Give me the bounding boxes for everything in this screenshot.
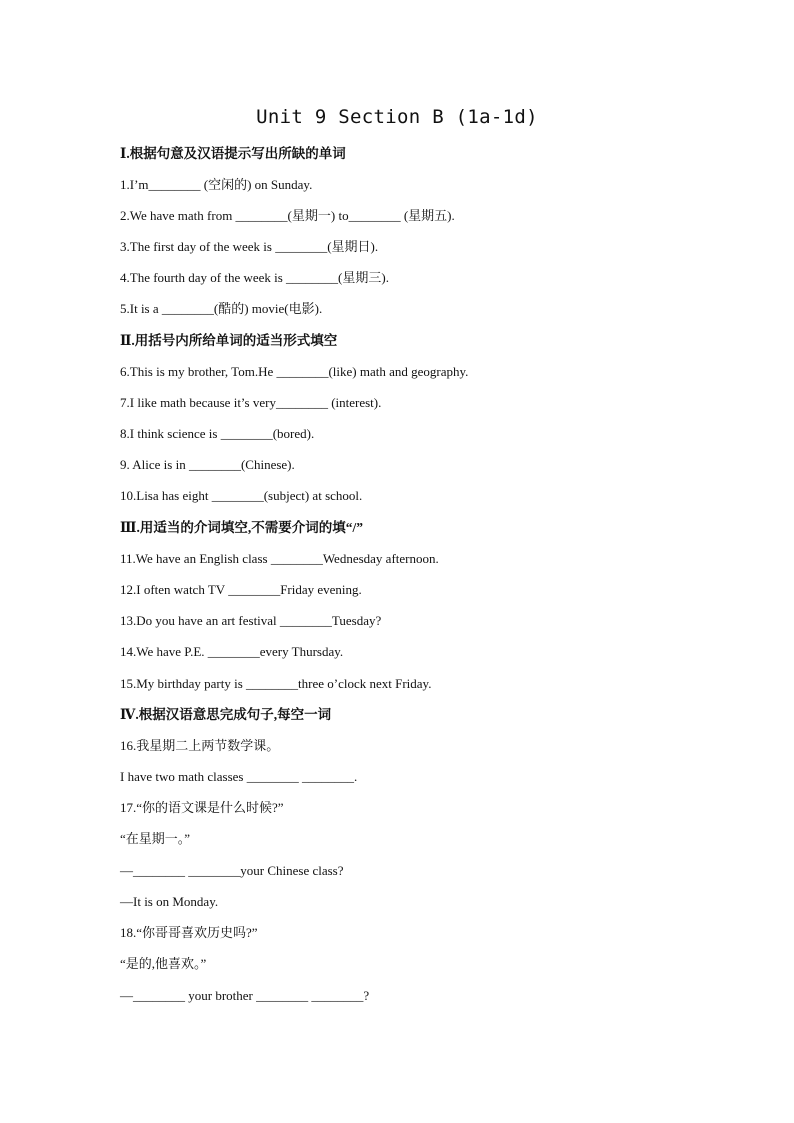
question-15: 15.My birthday party is ________three o’clock next Friday. xyxy=(120,676,432,691)
question-13: 13.Do you have an art festival ________Tuesday? xyxy=(120,613,382,628)
question-14: 14.We have P.E. ________every Thursday. xyxy=(120,644,344,659)
question-8: 8.I think science is ________(bored). xyxy=(120,426,315,441)
question-11: 11.We have an English class ________Wednesday afternoon. xyxy=(120,551,439,566)
question-5: 5.It is a ________(酷的) movie(电影). xyxy=(120,301,323,316)
question-18-prompt: 18.“你哥哥喜欢历史吗?” xyxy=(120,925,258,940)
question-18-reply: “是的,他喜欢。” xyxy=(120,956,207,971)
question-18-answer: —________ your brother ________ ________? xyxy=(120,988,370,1003)
question-7: 7.I like math because it’s very________ (interest). xyxy=(120,395,382,410)
question-2: 2.We have math from ________(星期一) to________ (星期五). xyxy=(120,208,455,223)
section-heading-4: Ⅳ.根据汉语意思完成句子,每空一词 xyxy=(120,707,332,722)
question-16-prompt: 16.我星期二上两节数学课。 xyxy=(120,738,280,753)
section-heading-3: Ⅲ.用适当的介词填空,不需要介词的填“/” xyxy=(120,520,363,535)
question-17-prompt: 17.“你的语文课是什么时候?” xyxy=(120,800,284,815)
section-heading-2: Ⅱ.用括号内所给单词的适当形式填空 xyxy=(120,333,338,348)
question-6: 6.This is my brother, Tom.He ________(like) math and geography. xyxy=(120,364,469,379)
section-heading-1: Ⅰ.根据句意及汉语提示写出所缺的单词 xyxy=(120,146,346,161)
question-1: 1.I’m________ (空闲的) on Sunday. xyxy=(120,177,313,192)
question-10: 10.Lisa has eight ________(subject) at school. xyxy=(120,488,363,503)
question-3: 3.The first day of the week is ________(星期日). xyxy=(120,239,379,254)
page-title: Unit 9 Section B (1a-1d) xyxy=(256,106,538,128)
question-16-answer: I have two math classes ________ ________. xyxy=(120,769,358,784)
question-17-answer: —________ ________your Chinese class? xyxy=(120,863,344,878)
question-12: 12.I often watch TV ________Friday evening. xyxy=(120,582,362,597)
question-17-response: —It is on Monday. xyxy=(120,894,219,909)
question-17-reply: “在星期一。” xyxy=(120,831,191,846)
question-9: 9. Alice is in ________(Chinese). xyxy=(120,457,295,472)
question-4: 4.The fourth day of the week is ________(星期三). xyxy=(120,270,389,285)
